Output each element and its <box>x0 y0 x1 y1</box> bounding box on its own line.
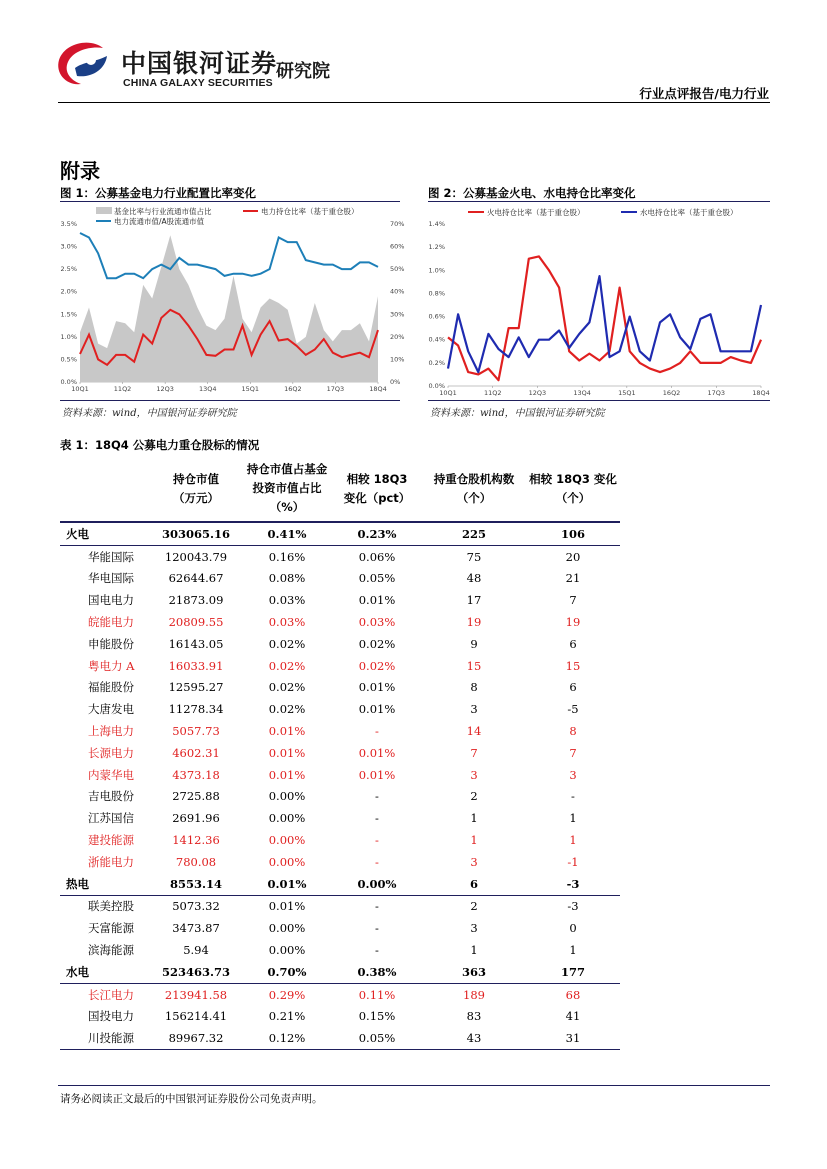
stock-value-cell: 0.03% <box>268 593 306 608</box>
table-group-row <box>60 522 620 545</box>
galaxy-logo-icon <box>55 40 113 88</box>
figure2-source: 资料来源：wind，中国银河证券研究院 <box>430 408 605 419</box>
stock-value-cell: 120043.79 <box>164 549 228 564</box>
stock-value-cell: 0.01% <box>358 680 396 695</box>
y-tick-label: 1.4% <box>428 220 445 228</box>
y-right-tick-label: 0% <box>390 378 401 386</box>
group-name-cell: 水电 <box>60 961 150 983</box>
stock-value-cell: 0.00% <box>268 811 306 826</box>
group-value-cell: 106 <box>526 522 620 545</box>
table-row <box>60 633 620 655</box>
stock-value-cell: 0.00% <box>268 921 306 936</box>
table-row <box>60 720 620 742</box>
stock-value-cell: - <box>375 789 379 804</box>
table-header-line: （个） <box>456 490 492 505</box>
table-row <box>60 655 620 677</box>
stock-value-cell: 0.02% <box>268 680 306 695</box>
y-right-tick-label: 20% <box>390 332 405 341</box>
x-tick-label: 15Q1 <box>241 385 260 393</box>
x-tick-label: 18Q4 <box>369 385 387 393</box>
stock-value-cell: 0.01% <box>268 745 306 760</box>
stock-value-cell: 0.01% <box>268 767 306 782</box>
legend-label-thermal: 火电持仓比率（基于重仓股） <box>487 208 585 217</box>
stock-value-cell: 1 <box>569 943 577 958</box>
stock-value-cell: 3473.87 <box>172 921 220 936</box>
stock-value-cell: - <box>375 811 379 826</box>
stock-value-cell: 189 <box>463 987 485 1002</box>
figure1-bottom-rule <box>60 400 400 401</box>
group-value-cell: 523463.73 <box>150 961 242 983</box>
stock-value-cell: 6 <box>569 680 577 695</box>
stock-value-cell: 21873.09 <box>168 593 224 608</box>
legend-label-hydro: 水电持仓比率（基于重仓股） <box>640 208 738 217</box>
table-header-cell <box>242 456 332 522</box>
table-row <box>60 545 620 567</box>
stock-name-cell: 联美控股 <box>88 899 134 914</box>
legend-label-power-market-cap: 电力流通市值/A股流通市值 <box>114 217 205 226</box>
stock-value-cell: 89967.32 <box>150 1027 242 1049</box>
y-tick-label: 1.2% <box>428 243 445 252</box>
group-value-cell: 0.00% <box>332 873 422 895</box>
table-row <box>60 829 620 851</box>
stock-value-cell: 4602.31 <box>172 745 220 760</box>
table-row <box>60 807 620 829</box>
stock-value-cell: 0.00% <box>268 789 306 804</box>
stock-value-cell: 0.00% <box>268 833 306 848</box>
table-header-cell <box>332 456 422 522</box>
y-right-tick-label: 30% <box>390 310 405 319</box>
figure1-chart <box>58 204 403 399</box>
stock-value-cell: 0.01% <box>358 767 396 782</box>
table-row <box>60 939 620 961</box>
table-row <box>60 568 620 590</box>
stock-value-cell: - <box>571 789 575 804</box>
stock-value-cell: 0.02% <box>358 658 396 673</box>
stock-value-cell: 11278.34 <box>168 702 224 717</box>
stock-value-cell: 83 <box>466 1009 482 1024</box>
stock-name-cell: 华能国际 <box>88 549 134 564</box>
group-value-cell: 6 <box>422 873 526 895</box>
table-header-line: 投资市值占比 <box>252 481 322 495</box>
stock-name-cell: 国投电力 <box>88 1009 134 1024</box>
report-type: 行业点评报告/电力行业 <box>639 86 769 101</box>
footer-divider <box>58 1085 770 1086</box>
table-header-cell <box>150 456 242 522</box>
group-value-cell: 303065.16 <box>150 522 242 545</box>
stock-value-cell: 0.05% <box>358 571 396 586</box>
group-value-cell: 0.23% <box>332 522 422 545</box>
x-tick-label: 11Q2 <box>113 385 132 393</box>
stock-value-cell: 21 <box>565 571 581 586</box>
stock-name-cell: 粤电力 A <box>88 658 135 673</box>
stock-name-cell: 申能股份 <box>88 636 134 651</box>
table-row <box>60 917 620 939</box>
x-tick-label: 15Q1 <box>618 389 636 397</box>
x-tick-label: 12Q3 <box>528 389 547 397</box>
table-row <box>60 611 620 633</box>
group-value-cell: 0.38% <box>332 961 422 983</box>
stock-value-cell: 156214.41 <box>164 1009 228 1024</box>
stock-value-cell: - <box>375 899 379 914</box>
stock-value-cell: - <box>375 943 379 958</box>
stock-name-cell: 吉电股份 <box>88 789 134 804</box>
y-left-tick-label: 2.0% <box>60 287 77 296</box>
stock-value-cell: 0.01% <box>358 702 396 717</box>
stock-value-cell: 2 <box>470 899 478 914</box>
stock-value-cell: 1 <box>569 833 577 848</box>
stock-value-cell: 8 <box>569 724 577 739</box>
legend-label-power-holding: 电力持仓比率（基于重仓股） <box>261 207 359 216</box>
table-group-row <box>60 961 620 983</box>
table-header-row <box>60 456 620 522</box>
table-header-line: （万元） <box>173 490 219 505</box>
x-tick-label: 16Q2 <box>662 389 681 397</box>
x-tick-label: 11Q2 <box>483 389 502 397</box>
group-value-cell: 0.41% <box>242 522 332 545</box>
table-header-cell <box>60 456 150 522</box>
group-value-cell: 177 <box>526 961 620 983</box>
stock-value-cell: 0.02% <box>268 658 306 673</box>
stock-value-cell: 0.01% <box>358 745 396 760</box>
stock-value-cell: 75 <box>466 549 482 564</box>
y-left-tick-label: 2.5% <box>60 265 77 274</box>
stock-value-cell: 0.08% <box>268 571 306 586</box>
stock-name-cell: 浙能电力 <box>88 854 134 869</box>
series-area-fund-ratio <box>80 235 378 382</box>
stock-value-cell: - <box>375 724 379 739</box>
header-divider <box>58 102 770 103</box>
y-tick-label: 0.4% <box>428 335 445 344</box>
table-group-row <box>60 873 620 895</box>
stock-name-cell: 内蒙华电 <box>88 767 134 782</box>
table-row <box>60 698 620 720</box>
logo-department: 研究院 <box>276 61 330 82</box>
table-row <box>60 895 620 917</box>
holdings-table <box>60 456 620 1050</box>
stock-value-cell: 7 <box>569 593 577 608</box>
stock-value-cell: 43 <box>422 1027 526 1049</box>
stock-value-cell: 2725.88 <box>172 789 220 804</box>
figure1-title: 图 1：公募基金电力行业配置比率变化 <box>60 186 257 200</box>
stock-value-cell: 5057.73 <box>172 724 220 739</box>
stock-value-cell: 19 <box>466 615 482 630</box>
stock-name-cell: 天富能源 <box>88 921 134 936</box>
stock-value-cell: -5 <box>567 702 579 717</box>
group-value-cell: 0.70% <box>242 961 332 983</box>
stock-value-cell: 0.02% <box>268 702 306 717</box>
stock-value-cell: 62644.67 <box>168 571 224 586</box>
y-right-tick-label: 50% <box>390 265 405 274</box>
stock-value-cell: 3 <box>470 854 478 869</box>
stock-value-cell: 0.03% <box>358 615 396 630</box>
figure1-top-rule <box>60 201 400 202</box>
stock-value-cell: 0.06% <box>358 549 396 564</box>
stock-value-cell: 5073.32 <box>172 899 220 914</box>
stock-value-cell: 48 <box>466 571 482 586</box>
table-header-line: （个） <box>555 490 591 505</box>
page-header <box>0 0 827 105</box>
y-left-tick-label: 0.5% <box>60 355 77 364</box>
stock-value-cell: 0.15% <box>358 1009 396 1024</box>
stock-value-cell: 15 <box>466 658 482 673</box>
stock-value-cell: 20809.55 <box>168 615 224 630</box>
stock-value-cell: 0.29% <box>268 987 306 1002</box>
stock-value-cell: 3 <box>470 702 478 717</box>
section-title: 附录 <box>60 159 100 183</box>
footer-disclaimer: 请务必阅读正文最后的中国银河证券股份公司免责声明。 <box>60 1093 323 1105</box>
table-row <box>60 786 620 808</box>
stock-value-cell: 0.00% <box>268 943 306 958</box>
x-tick-label: 13Q4 <box>573 389 591 397</box>
stock-value-cell: 1412.36 <box>172 833 220 848</box>
stock-name-cell: 上海电力 <box>88 724 134 739</box>
stock-value-cell: 3 <box>470 767 478 782</box>
stock-value-cell: 68 <box>565 987 581 1002</box>
x-tick-label: 18Q4 <box>752 389 770 397</box>
stock-value-cell: 2691.96 <box>172 811 220 826</box>
group-value-cell: 225 <box>422 522 526 545</box>
stock-value-cell: 1 <box>470 943 478 958</box>
y-right-tick-label: 40% <box>390 287 405 296</box>
stock-value-cell: -3 <box>567 899 579 914</box>
logo-english-name: CHINA GALAXY SECURITIES <box>123 77 273 89</box>
stock-value-cell: 19 <box>565 615 581 630</box>
y-left-tick-label: 3.5% <box>60 220 77 228</box>
stock-value-cell: 0.02% <box>358 636 396 651</box>
stock-value-cell: 0.00% <box>268 854 306 869</box>
stock-value-cell: 0.11% <box>358 987 396 1002</box>
stock-name-cell: 华电国际 <box>88 571 134 586</box>
stock-value-cell: 31 <box>526 1027 620 1049</box>
stock-value-cell: 0.21% <box>268 1009 306 1024</box>
stock-value-cell: 5.94 <box>183 943 209 958</box>
group-name-cell: 火电 <box>60 522 150 545</box>
x-tick-label: 12Q3 <box>156 385 174 393</box>
stock-name-cell: 福能股份 <box>88 680 134 695</box>
stock-value-cell: - <box>375 921 379 936</box>
stock-value-cell: 41 <box>565 1009 581 1024</box>
stock-value-cell: 7 <box>470 745 478 760</box>
table-row <box>60 589 620 611</box>
table-row <box>60 1027 620 1049</box>
stock-value-cell: 213941.58 <box>164 987 228 1002</box>
table-row <box>60 742 620 764</box>
y-right-tick-label: 10% <box>390 355 405 364</box>
table-header-line: 相较 18Q3 <box>346 471 408 486</box>
y-right-tick-label: 70% <box>390 220 405 228</box>
group-value-cell: 8553.14 <box>150 873 242 895</box>
group-value-cell: -3 <box>526 873 620 895</box>
stock-name-cell: 大唐发电 <box>88 702 134 717</box>
stock-name-cell: 滨海能源 <box>88 943 134 958</box>
y-tick-label: 0.6% <box>428 312 445 321</box>
y-tick-label: 1.0% <box>428 266 445 275</box>
y-tick-label: 0.8% <box>428 289 445 298</box>
stock-value-cell: 780.08 <box>175 854 217 869</box>
stock-value-cell: 2 <box>470 789 478 804</box>
table-row <box>60 983 620 1005</box>
stock-value-cell: 1 <box>470 811 478 826</box>
x-tick-label: 10Q1 <box>71 385 89 393</box>
stock-value-cell: 8 <box>470 680 478 695</box>
stock-value-cell: 16033.91 <box>168 658 224 673</box>
stock-value-cell: 6 <box>569 636 577 651</box>
stock-name-cell: 长源电力 <box>88 745 134 760</box>
table-row <box>60 677 620 699</box>
x-tick-label: 16Q2 <box>284 385 302 393</box>
stock-value-cell: -1 <box>567 854 579 869</box>
stock-value-cell: 1 <box>470 833 478 848</box>
stock-value-cell: 1 <box>569 811 577 826</box>
y-left-tick-label: 0.0% <box>60 378 77 386</box>
figure1-source: 资料来源：wind，中国银河证券研究院 <box>62 408 237 419</box>
figure2-title: 图 2：公募基金火电、水电持仓比率变化 <box>428 186 636 200</box>
stock-value-cell: 0.05% <box>332 1027 422 1049</box>
x-tick-label: 17Q3 <box>707 389 726 397</box>
figure2-bottom-rule <box>428 400 770 401</box>
stock-value-cell: 3 <box>569 767 577 782</box>
table-header-line: （%） <box>269 500 305 514</box>
table-row <box>60 764 620 786</box>
table-header-line: 持重仓股机构数 <box>433 471 515 486</box>
y-right-tick-label: 60% <box>390 242 405 251</box>
stock-value-cell: 0.16% <box>268 549 306 564</box>
y-tick-label: 0.2% <box>428 358 445 367</box>
stock-name-cell: 江苏国信 <box>88 811 134 826</box>
stock-value-cell: 0.12% <box>242 1027 332 1049</box>
stock-value-cell: 0 <box>569 921 577 936</box>
stock-name-cell: 皖能电力 <box>88 615 134 630</box>
stock-name-cell: 长江电力 <box>88 987 134 1002</box>
y-left-tick-label: 1.5% <box>60 310 77 319</box>
group-value-cell: 0.01% <box>242 873 332 895</box>
y-left-tick-label: 1.0% <box>60 332 77 341</box>
stock-value-cell: 4373.18 <box>172 767 220 782</box>
stock-value-cell: - <box>375 854 379 869</box>
stock-name-cell: 建投能源 <box>88 833 134 848</box>
legend-swatch-fund-ratio <box>96 207 112 214</box>
stock-value-cell: 14 <box>466 724 482 739</box>
series-line-hydro-holding <box>448 276 761 372</box>
table-header-line: 持仓市值 <box>173 471 219 486</box>
stock-value-cell: 3 <box>470 921 478 936</box>
stock-value-cell: - <box>375 833 379 848</box>
table-header-line: 相较 18Q3 变化 <box>529 471 617 486</box>
table-row <box>60 851 620 873</box>
stock-value-cell: 9 <box>470 636 478 651</box>
stock-value-cell: 0.03% <box>268 615 306 630</box>
group-value-cell: 363 <box>422 961 526 983</box>
y-left-tick-label: 3.0% <box>60 242 77 251</box>
figure2-chart <box>426 204 771 399</box>
y-tick-label: 0.0% <box>428 382 445 390</box>
x-tick-label: 10Q1 <box>439 389 457 397</box>
table-header-cell <box>422 456 526 522</box>
x-tick-label: 17Q3 <box>326 385 345 393</box>
stock-value-cell: 17 <box>466 593 482 608</box>
stock-value-cell: 7 <box>569 745 577 760</box>
table-header-cell <box>526 456 620 522</box>
stock-name-cell: 国电电力 <box>88 593 134 608</box>
legend-label-fund-ratio: 基金比率与行业流通市值占比 <box>114 207 212 216</box>
figure2-top-rule <box>428 201 770 202</box>
stock-value-cell: 12595.27 <box>168 680 224 695</box>
x-tick-label: 13Q4 <box>198 385 217 393</box>
stock-value-cell: 0.02% <box>268 636 306 651</box>
table-header-line: 持仓市值占基金 <box>246 462 328 476</box>
stock-value-cell: 0.01% <box>268 899 306 914</box>
table-header-line: 变化（pct） <box>343 490 411 505</box>
stock-value-cell: 0.01% <box>268 724 306 739</box>
stock-value-cell: 16143.05 <box>168 636 224 651</box>
group-name-cell: 热电 <box>60 873 150 895</box>
series-line-power-market-cap <box>80 233 378 278</box>
table-row <box>60 1006 620 1028</box>
stock-value-cell: 20 <box>565 549 581 564</box>
stock-name-cell: 川投能源 <box>60 1027 150 1049</box>
table-title: 表 1：18Q4 公募电力重仓股标的情况 <box>60 438 260 452</box>
stock-value-cell: 15 <box>565 658 581 673</box>
stock-value-cell: 0.01% <box>358 593 396 608</box>
logo-chinese-name: 中国银河证券 <box>121 49 278 78</box>
